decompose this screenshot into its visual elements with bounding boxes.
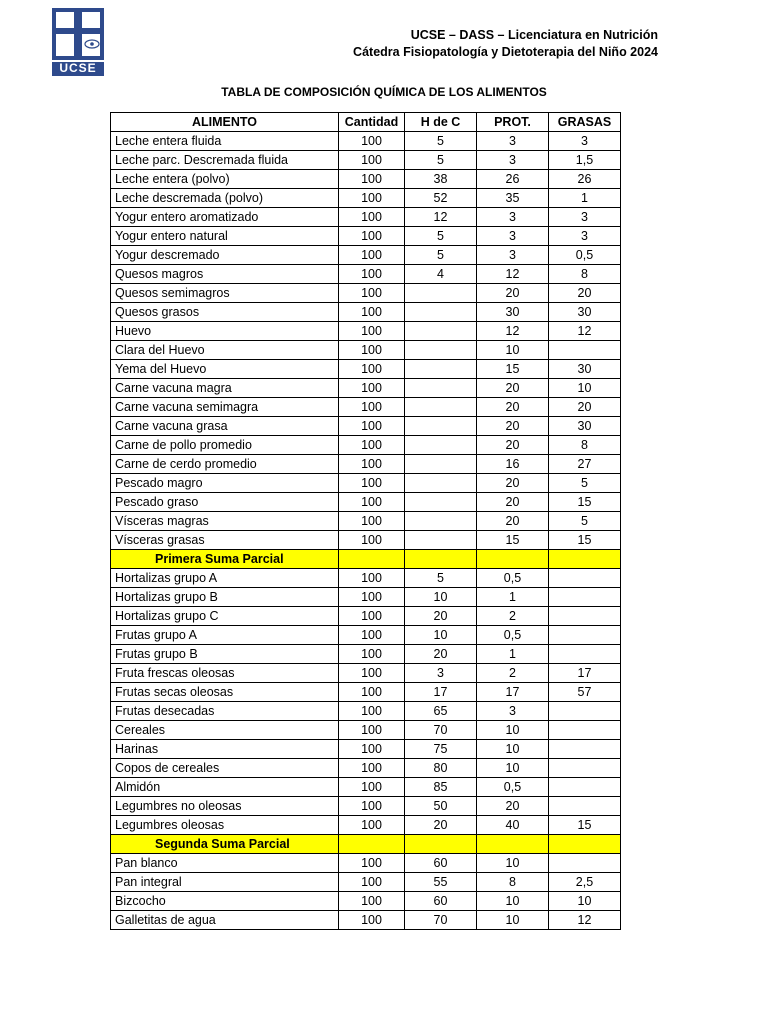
table-row — [111, 170, 621, 189]
cell-alimento: Cereales — [111, 721, 339, 740]
column-header-hdec: H de C — [405, 113, 477, 132]
cell-alimento: Frutas secas oleosas — [111, 683, 339, 702]
cell-alimento: Carne de pollo promedio — [111, 436, 339, 455]
table-row — [111, 246, 621, 265]
section-label: Segunda Suma Parcial — [111, 835, 339, 854]
cell-prot: 1 — [477, 588, 549, 607]
cell-alimento: Hortalizas grupo C — [111, 607, 339, 626]
cell-prot: 2 — [477, 664, 549, 683]
cell-grasas: 8 — [549, 436, 621, 455]
cell-grasas: 10 — [549, 379, 621, 398]
cell-alimento: Carne de cerdo promedio — [111, 455, 339, 474]
cell-cantidad: 100 — [339, 303, 405, 322]
cell-cantidad: 100 — [339, 892, 405, 911]
table-row — [111, 303, 621, 322]
cell-hdec: 20 — [405, 816, 477, 835]
cell-grasas: 30 — [549, 360, 621, 379]
column-header-cantidad: Cantidad — [339, 113, 405, 132]
cell-prot: 8 — [477, 873, 549, 892]
cell-alimento: Leche descremada (polvo) — [111, 189, 339, 208]
cell-hdec: 20 — [405, 645, 477, 664]
cell-grasas — [549, 645, 621, 664]
cell-prot: 1 — [477, 645, 549, 664]
cell-prot: 0,5 — [477, 626, 549, 645]
cell-hdec — [405, 284, 477, 303]
cell-hdec — [405, 398, 477, 417]
cell-grasas: 26 — [549, 170, 621, 189]
cell-grasas: 5 — [549, 474, 621, 493]
cell-prot: 16 — [477, 455, 549, 474]
cell-hdec: 50 — [405, 797, 477, 816]
section-empty-cell — [339, 550, 405, 569]
cell-cantidad: 100 — [339, 607, 405, 626]
cell-cantidad: 100 — [339, 246, 405, 265]
cell-cantidad: 100 — [339, 721, 405, 740]
cell-grasas: 0,5 — [549, 246, 621, 265]
table-row — [111, 284, 621, 303]
cell-prot: 3 — [477, 227, 549, 246]
cell-prot: 20 — [477, 379, 549, 398]
cell-prot: 20 — [477, 474, 549, 493]
cell-grasas: 3 — [549, 227, 621, 246]
cell-prot: 0,5 — [477, 778, 549, 797]
cell-cantidad: 100 — [339, 664, 405, 683]
table-row — [111, 626, 621, 645]
cell-grasas: 1 — [549, 189, 621, 208]
cell-prot: 10 — [477, 759, 549, 778]
cell-prot: 20 — [477, 436, 549, 455]
table-body — [111, 132, 621, 930]
cell-alimento: Hortalizas grupo A — [111, 569, 339, 588]
cell-alimento: Carne vacuna magra — [111, 379, 339, 398]
cell-grasas: 2,5 — [549, 873, 621, 892]
cell-cantidad: 100 — [339, 227, 405, 246]
cell-hdec: 4 — [405, 265, 477, 284]
table-row — [111, 341, 621, 360]
table-row — [111, 645, 621, 664]
cell-cantidad: 100 — [339, 132, 405, 151]
cell-cantidad: 100 — [339, 474, 405, 493]
cell-alimento: Pan blanco — [111, 854, 339, 873]
cell-hdec: 65 — [405, 702, 477, 721]
table-row — [111, 531, 621, 550]
cell-cantidad: 100 — [339, 455, 405, 474]
cell-grasas — [549, 778, 621, 797]
cell-grasas — [549, 607, 621, 626]
table-row — [111, 911, 621, 930]
cell-hdec: 75 — [405, 740, 477, 759]
cell-prot: 20 — [477, 493, 549, 512]
cell-alimento: Quesos magros — [111, 265, 339, 284]
cell-alimento: Huevo — [111, 322, 339, 341]
cell-hdec — [405, 531, 477, 550]
cell-cantidad: 100 — [339, 436, 405, 455]
cell-alimento: Fruta frescas oleosas — [111, 664, 339, 683]
cell-cantidad: 100 — [339, 493, 405, 512]
header-line-program: UCSE – DASS – Licenciatura en Nutrición — [410, 28, 658, 42]
cell-alimento: Leche entera (polvo) — [111, 170, 339, 189]
cell-hdec: 12 — [405, 208, 477, 227]
cell-alimento: Yema del Huevo — [111, 360, 339, 379]
cell-grasas: 15 — [549, 816, 621, 835]
cell-hdec: 5 — [405, 246, 477, 265]
cell-alimento: Yogur entero aromatizado — [111, 208, 339, 227]
cell-prot: 17 — [477, 683, 549, 702]
table-row — [111, 683, 621, 702]
table-header-row — [111, 113, 621, 132]
cell-prot: 20 — [477, 398, 549, 417]
table-row — [111, 265, 621, 284]
cell-alimento: Vísceras grasas — [111, 531, 339, 550]
cell-alimento: Pan integral — [111, 873, 339, 892]
cell-grasas: 10 — [549, 892, 621, 911]
cell-cantidad: 100 — [339, 189, 405, 208]
cell-hdec: 20 — [405, 607, 477, 626]
table-row — [111, 512, 621, 531]
cell-prot: 20 — [477, 797, 549, 816]
cell-hdec: 5 — [405, 132, 477, 151]
table-row — [111, 474, 621, 493]
cell-cantidad: 100 — [339, 702, 405, 721]
cell-hdec: 5 — [405, 569, 477, 588]
cell-hdec — [405, 474, 477, 493]
cell-prot: 20 — [477, 417, 549, 436]
cell-cantidad: 100 — [339, 284, 405, 303]
cell-grasas — [549, 588, 621, 607]
cell-alimento: Quesos grasos — [111, 303, 339, 322]
cell-hdec — [405, 493, 477, 512]
cell-grasas: 57 — [549, 683, 621, 702]
table-row — [111, 892, 621, 911]
cell-alimento: Legumbres oleosas — [111, 816, 339, 835]
cell-prot: 20 — [477, 284, 549, 303]
cell-grasas — [549, 740, 621, 759]
cell-cantidad: 100 — [339, 588, 405, 607]
cell-cantidad: 100 — [339, 341, 405, 360]
cell-cantidad: 100 — [339, 911, 405, 930]
cell-grasas: 12 — [549, 322, 621, 341]
section-label: Primera Suma Parcial — [111, 550, 339, 569]
cell-grasas: 12 — [549, 911, 621, 930]
cell-hdec — [405, 360, 477, 379]
document-title: TABLA DE COMPOSICIÓN QUÍMICA DE LOS ALIMENTOS — [221, 85, 547, 99]
cell-alimento: Quesos semimagros — [111, 284, 339, 303]
table-row — [111, 493, 621, 512]
table-row — [111, 759, 621, 778]
cell-cantidad: 100 — [339, 322, 405, 341]
cell-hdec: 5 — [405, 227, 477, 246]
section-empty-cell — [405, 835, 477, 854]
cell-grasas — [549, 797, 621, 816]
cell-grasas: 30 — [549, 303, 621, 322]
table-row — [111, 797, 621, 816]
cell-grasas: 20 — [549, 398, 621, 417]
cell-prot: 0,5 — [477, 569, 549, 588]
column-header-alimento: ALIMENTO — [111, 113, 339, 132]
cell-grasas — [549, 569, 621, 588]
cell-grasas — [549, 341, 621, 360]
cell-grasas — [549, 854, 621, 873]
table-row — [111, 398, 621, 417]
table-row — [111, 873, 621, 892]
cell-alimento: Copos de cereales — [111, 759, 339, 778]
cell-prot: 3 — [477, 246, 549, 265]
cell-prot: 10 — [477, 854, 549, 873]
cell-alimento: Harinas — [111, 740, 339, 759]
table-row — [111, 721, 621, 740]
table-row — [111, 664, 621, 683]
cell-hdec: 80 — [405, 759, 477, 778]
cell-grasas: 8 — [549, 265, 621, 284]
cell-hdec: 55 — [405, 873, 477, 892]
cell-grasas — [549, 759, 621, 778]
table-row — [111, 208, 621, 227]
cell-cantidad: 100 — [339, 265, 405, 284]
cell-cantidad: 100 — [339, 797, 405, 816]
cell-cantidad: 100 — [339, 569, 405, 588]
cell-alimento: Hortalizas grupo B — [111, 588, 339, 607]
cell-cantidad: 100 — [339, 170, 405, 189]
table-row — [111, 455, 621, 474]
cell-prot: 10 — [477, 911, 549, 930]
table-row — [111, 588, 621, 607]
cell-hdec: 10 — [405, 588, 477, 607]
cell-hdec: 60 — [405, 892, 477, 911]
cell-alimento: Almidón — [111, 778, 339, 797]
cell-grasas: 3 — [549, 208, 621, 227]
cell-grasas — [549, 626, 621, 645]
cell-hdec: 85 — [405, 778, 477, 797]
cell-alimento: Carne vacuna grasa — [111, 417, 339, 436]
section-subtotal-row — [111, 835, 621, 854]
cell-prot: 40 — [477, 816, 549, 835]
composition-table — [110, 112, 621, 930]
table-row — [111, 816, 621, 835]
cell-hdec: 60 — [405, 854, 477, 873]
cell-prot: 10 — [477, 341, 549, 360]
cell-cantidad: 100 — [339, 740, 405, 759]
section-empty-cell — [549, 835, 621, 854]
cell-alimento: Vísceras magras — [111, 512, 339, 531]
cell-cantidad: 100 — [339, 531, 405, 550]
cell-prot: 15 — [477, 360, 549, 379]
table-row — [111, 436, 621, 455]
cell-alimento: Pescado magro — [111, 474, 339, 493]
cell-cantidad: 100 — [339, 873, 405, 892]
table-row — [111, 379, 621, 398]
cell-alimento: Frutas grupo B — [111, 645, 339, 664]
cell-grasas — [549, 721, 621, 740]
cell-hdec — [405, 322, 477, 341]
cell-alimento: Yogur descremado — [111, 246, 339, 265]
cell-cantidad: 100 — [339, 645, 405, 664]
cell-prot: 15 — [477, 531, 549, 550]
cell-alimento: Pescado graso — [111, 493, 339, 512]
cell-prot: 10 — [477, 721, 549, 740]
cell-hdec: 17 — [405, 683, 477, 702]
column-header-grasas: GRASAS — [549, 113, 621, 132]
section-empty-cell — [549, 550, 621, 569]
cell-grasas: 15 — [549, 531, 621, 550]
document-header — [353, 27, 658, 61]
cell-hdec: 70 — [405, 721, 477, 740]
cell-prot: 10 — [477, 740, 549, 759]
cell-grasas: 17 — [549, 664, 621, 683]
cell-grasas: 5 — [549, 512, 621, 531]
section-subtotal-row — [111, 550, 621, 569]
cell-hdec — [405, 379, 477, 398]
cell-cantidad: 100 — [339, 759, 405, 778]
header-line-chair: Cátedra Fisiopatología y Dietoterapia del Niño 2024 — [353, 45, 658, 59]
table-row — [111, 778, 621, 797]
cell-alimento: Clara del Huevo — [111, 341, 339, 360]
table-row — [111, 322, 621, 341]
cell-prot: 12 — [477, 322, 549, 341]
table-row — [111, 132, 621, 151]
section-empty-cell — [477, 835, 549, 854]
cell-grasas: 1,5 — [549, 151, 621, 170]
cell-cantidad: 100 — [339, 151, 405, 170]
cell-prot: 3 — [477, 132, 549, 151]
table-row — [111, 151, 621, 170]
cell-alimento: Galletitas de agua — [111, 911, 339, 930]
cell-cantidad: 100 — [339, 626, 405, 645]
cell-hdec — [405, 341, 477, 360]
cell-cantidad: 100 — [339, 417, 405, 436]
cell-cantidad: 100 — [339, 398, 405, 417]
cell-hdec: 3 — [405, 664, 477, 683]
column-header-prot: PROT. — [477, 113, 549, 132]
cell-cantidad: 100 — [339, 512, 405, 531]
table-row — [111, 227, 621, 246]
table-row — [111, 702, 621, 721]
table-row — [111, 854, 621, 873]
cell-hdec: 38 — [405, 170, 477, 189]
table-row — [111, 569, 621, 588]
cell-prot: 30 — [477, 303, 549, 322]
section-empty-cell — [339, 835, 405, 854]
cell-grasas — [549, 702, 621, 721]
cell-hdec: 10 — [405, 626, 477, 645]
cell-prot: 3 — [477, 151, 549, 170]
cell-prot: 26 — [477, 170, 549, 189]
cell-alimento: Carne vacuna semimagra — [111, 398, 339, 417]
table-row — [111, 607, 621, 626]
table-row — [111, 740, 621, 759]
cell-hdec: 52 — [405, 189, 477, 208]
section-empty-cell — [405, 550, 477, 569]
table-row — [111, 189, 621, 208]
cell-alimento: Leche entera fluida — [111, 132, 339, 151]
cell-cantidad: 100 — [339, 778, 405, 797]
cell-prot: 10 — [477, 892, 549, 911]
cell-hdec — [405, 417, 477, 436]
table-row — [111, 360, 621, 379]
section-empty-cell — [477, 550, 549, 569]
cell-prot: 3 — [477, 702, 549, 721]
cell-cantidad: 100 — [339, 854, 405, 873]
cell-grasas: 27 — [549, 455, 621, 474]
cell-grasas: 20 — [549, 284, 621, 303]
cell-alimento: Yogur entero natural — [111, 227, 339, 246]
cell-hdec — [405, 436, 477, 455]
cell-alimento: Bizcocho — [111, 892, 339, 911]
cell-grasas: 30 — [549, 417, 621, 436]
cell-cantidad: 100 — [339, 816, 405, 835]
cell-prot: 35 — [477, 189, 549, 208]
cell-cantidad: 100 — [339, 379, 405, 398]
cell-alimento: Frutas desecadas — [111, 702, 339, 721]
cell-cantidad: 100 — [339, 360, 405, 379]
cell-cantidad: 100 — [339, 208, 405, 227]
cell-prot: 3 — [477, 208, 549, 227]
cell-grasas: 15 — [549, 493, 621, 512]
logo-text: UCSE — [59, 61, 97, 75]
cell-alimento: Frutas grupo A — [111, 626, 339, 645]
cell-alimento: Leche parc. Descremada fluida — [111, 151, 339, 170]
cell-grasas: 3 — [549, 132, 621, 151]
cell-cantidad: 100 — [339, 683, 405, 702]
cell-hdec — [405, 303, 477, 322]
cell-hdec: 5 — [405, 151, 477, 170]
cell-prot: 2 — [477, 607, 549, 626]
cell-prot: 12 — [477, 265, 549, 284]
cell-hdec — [405, 455, 477, 474]
cell-prot: 20 — [477, 512, 549, 531]
table-row — [111, 417, 621, 436]
cell-alimento: Legumbres no oleosas — [111, 797, 339, 816]
cell-hdec — [405, 512, 477, 531]
cell-hdec: 70 — [405, 911, 477, 930]
